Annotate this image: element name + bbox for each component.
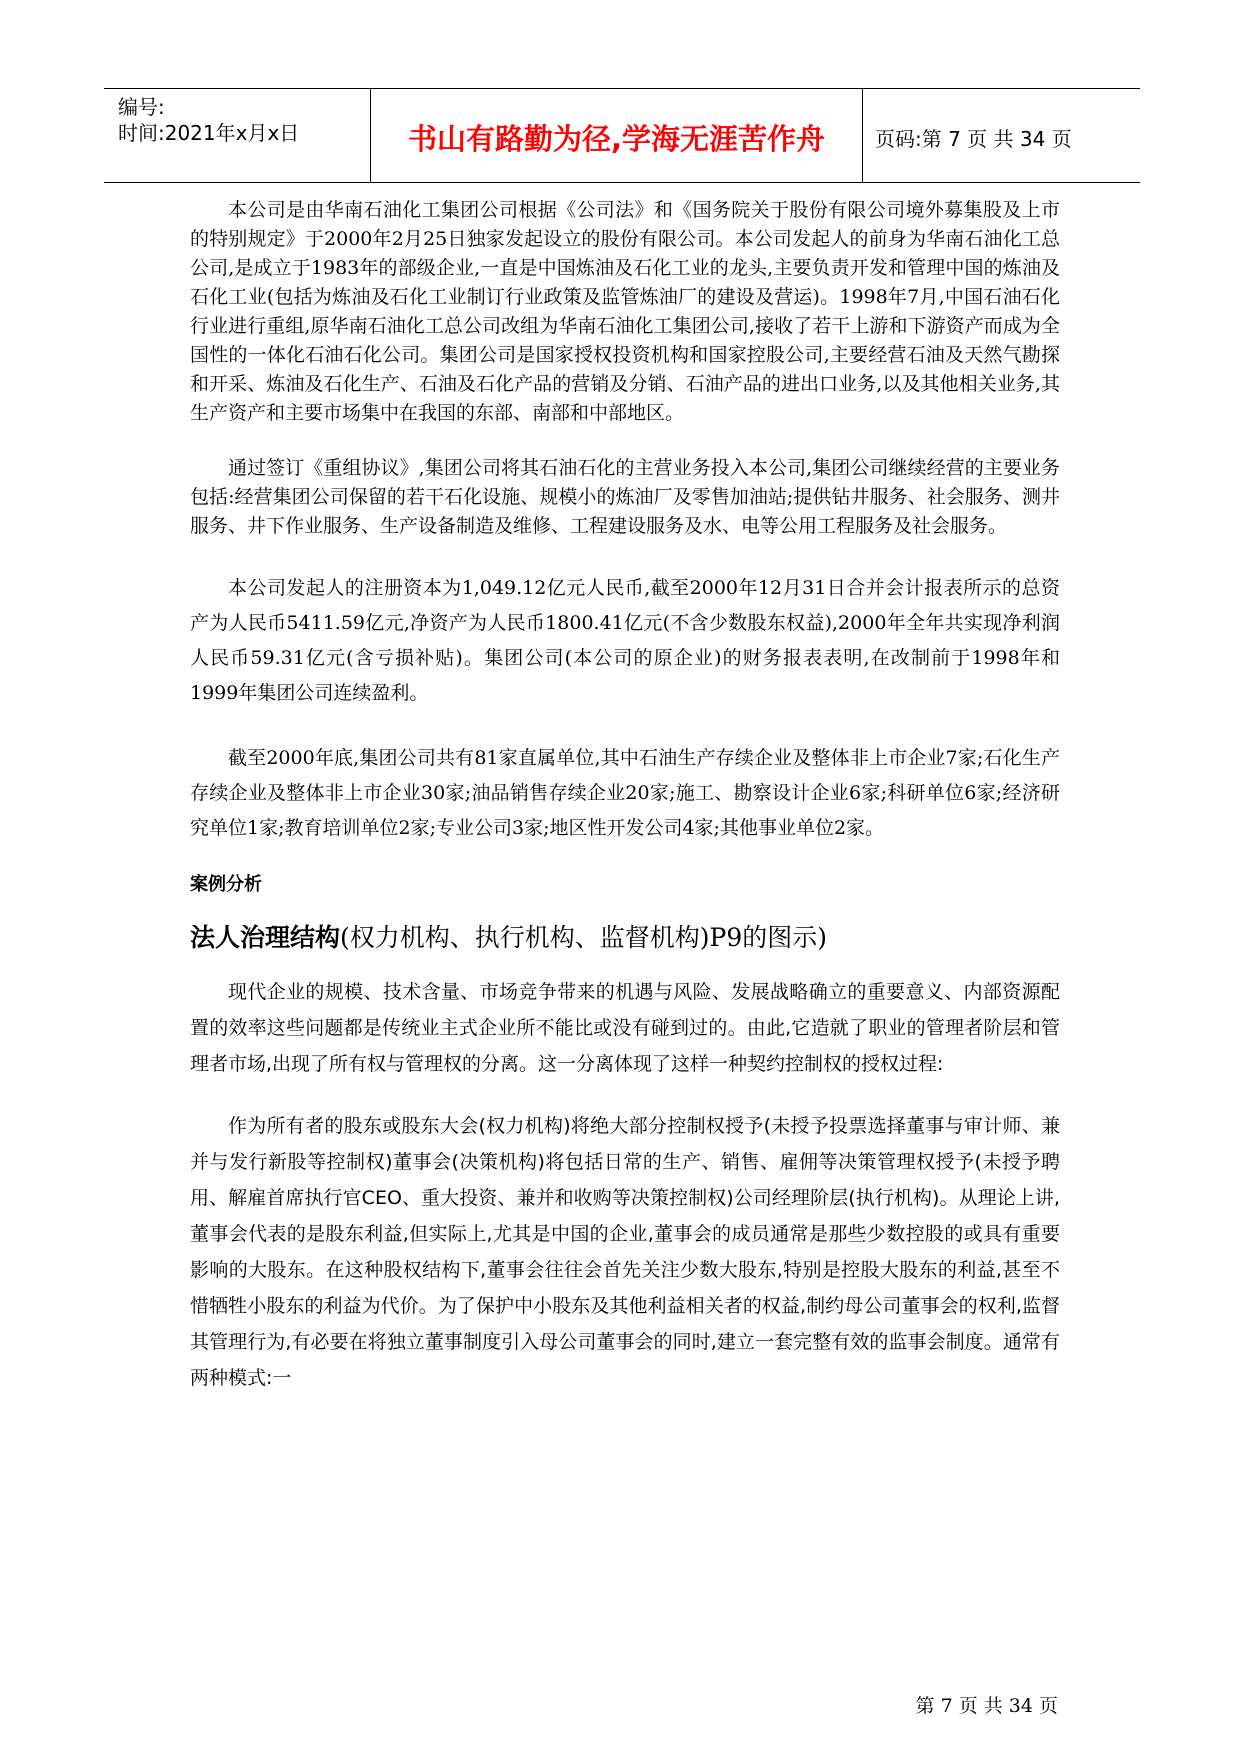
paragraph-restructuring: 通过签订《重组协议》,集团公司将其石油石化的主营业务投入本公司,集团公司继续经营的主要业务包括:经营集团公司保留的若干石化设施、规模小的炼油厂及零售加油站;提供钻井服务、社会服务、测井服务、井下作业服务、生产设备制造及维修、工程建设服务及水、电等公用工程服务及社会服务。 (190, 457, 1060, 537)
paragraph-governance: 作为所有者的股东或股东大会(权力机构)将绝大部分控制权授予(未授予投票选择董事与审计师、兼并与发行新股等控制权)董事会(决策机构)将包括日常的生产、销售、雇佣等决策管理权授予(未授予聘用、解雇首席执行官CEO、重大投资、兼并和收购等决策控制权)公司经理阶层(执行机构)。从理论上讲,董事会代表的是股东利益,但实际上,尤其是中国的企业,董事会的成员通常是那些少数控股的或具有重要影响的大股东。在这种股权结构下,董事会往往会首先关注少数大股东,特别是控股大股东的利益,甚至不惜牺牲小股东的利益为代价。为了保护中小股东及其他利益相关者的权益,制约母公司董事会的权利,监督其管理行为,有必要在将独立董事制度引入母公司董事会的同时,建立一套完整有效的监事会制度。通常有两种模式:一 (190, 1115, 1060, 1389)
section-title-strong: 法人治理结构 (190, 923, 341, 952)
paragraph-capital: 本公司发起人的注册资本为1,049.12亿元人民币,截至2000年12月31日合并会计报表所示的总资产为人民币5411.59亿元,净资产为人民币1800.41亿元(不含少数股东权益),2000年全年共实现净利润人民币59.31亿元(含亏损补贴)。集团公司(本公司的原企业)的财务报表表明,在改制前于1998年和1999年集团公司连续盈利。 (190, 577, 1060, 704)
header-motto: 书山有路勤为径,学海无涯苦作舟 (407, 122, 826, 156)
paragraph-company-background: 本公司是由华南石油化工集团公司根据《公司法》和《国务院关于股份有限公司境外募集股及上市的特别规定》于2000年2月25日独家发起设立的股份有限公司。本公司发起人的前身为华南石油化工总公司,是成立于1983年的部级企业,一直是中国炼油及石化工业的龙头,主要负责开发和管理中国的炼油及石化工业(包括为炼油及石化工业制订行业政策及监管炼油厂的建设及营运)。1998年7月,中国石油石化行业进行重组,原华南石油化工总公司改组为华南石油化工集团公司,接收了若干上游和下游资产而成为全国性的一体化石油石化公司。集团公司是国家授权投资机构和国家控股公司,主要经营石油及天然气勘探和开采、炼油及石化生产、石油及石化产品的营销及分销、石油产品的进出口业务,以及其他相关业务,其生产资产和主要市场集中在我国的东部、南部和中部地区。 (190, 199, 1060, 424)
header-left-cell (104, 89, 371, 182)
page-header (104, 88, 1140, 183)
page-footer: 第 7 页 共 34 页 (915, 1695, 1058, 1717)
header-right-cell (863, 89, 1140, 182)
section-title-rest: (权力机构、执行机构、监督机构)P9的图示) (340, 923, 828, 952)
paragraph-modern-enterprise: 现代企业的规模、技术含量、市场竞争带来的机遇与风险、发展战略确立的重要意义、内部资源配置的效率这些问题都是传统业主式企业所不能比或没有碰到过的。由此,它造就了职业的管理者阶层和管理者市场,出现了所有权与管理权的分离。这一分离体现了这样一种契约控制权的授权过程: (190, 981, 1060, 1075)
header-page-info: 页码:第 7 页 共 34 页 (875, 127, 1072, 151)
section-title (190, 918, 1060, 954)
document-body (190, 196, 1060, 1396)
section-label: 案例分析 (190, 874, 262, 895)
document-number-label: 编号: (118, 95, 165, 119)
header-middle-cell (371, 89, 863, 182)
document-time-label: 时间:2021年x月x日 (118, 121, 300, 145)
paragraph-units: 截至2000年底,集团公司共有81家直属单位,其中石油生产存续企业及整体非上市企业7家;石化生产存续企业及整体非上市企业30家;油品销售存续企业20家;施工、勘察设计企业6家;科研单位6家;经济研究单位1家;教育培训单位2家;专业公司3家;地区性开发公司4家;其他事业单位2家。 (190, 747, 1060, 839)
